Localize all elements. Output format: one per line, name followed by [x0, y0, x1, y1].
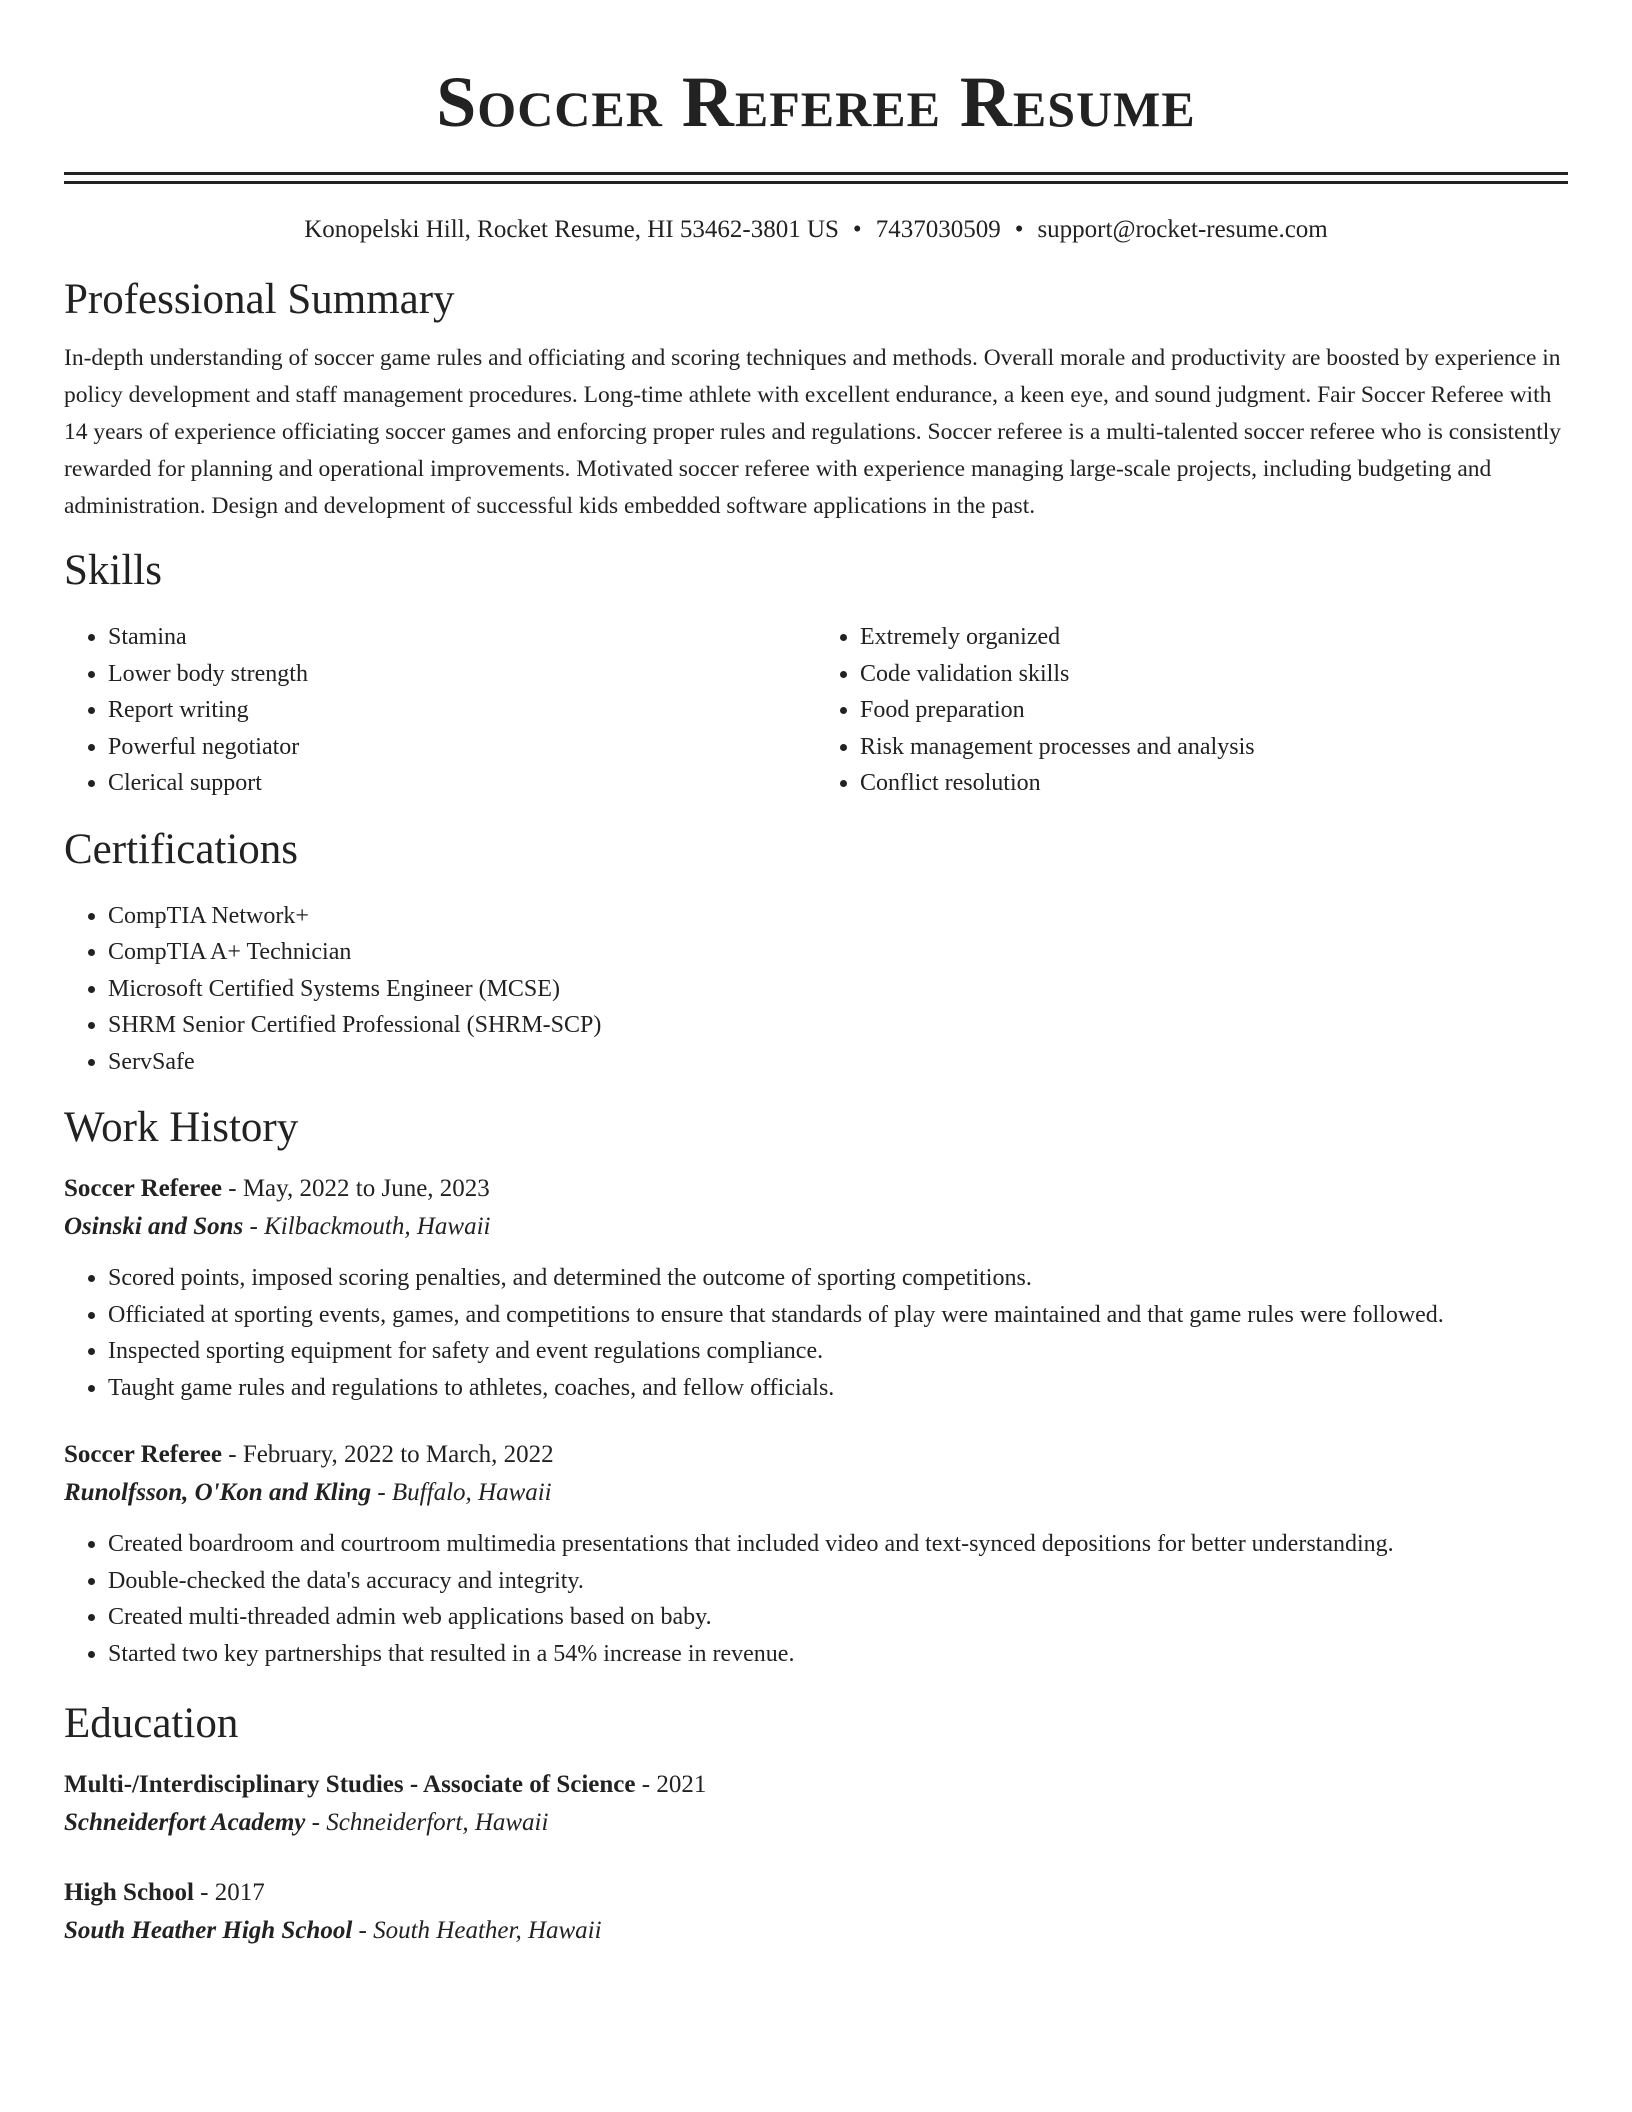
job-title-line: [64, 1436, 1568, 1474]
job-title: Soccer Referee: [64, 1441, 222, 1468]
job-bullet: • Inspected sporting equipment for safety and event regulations compliance.: [108, 1333, 1568, 1370]
skill-item: • Lower body strength: [108, 656, 816, 693]
skill-item: • Risk management processes and analysis: [860, 729, 1568, 766]
job-company-line: [64, 1208, 1568, 1246]
contact-line: [64, 214, 1568, 246]
job-bullet: • Double-checked the data's accuracy and integrity.: [108, 1563, 1568, 1600]
contact-separator: •: [852, 216, 862, 243]
contact-email: support@rocket-resume.com: [1037, 216, 1328, 243]
job-location: - Kilbackmouth, Hawaii: [243, 1213, 491, 1240]
contact-address: Konopelski Hill, Rocket Resume, HI 53462-3801 US: [304, 216, 839, 243]
education-year: - 2017: [193, 1879, 265, 1906]
skill-item: • Food preparation: [860, 692, 1568, 729]
education-entry: [64, 1874, 1568, 1950]
skills-list-left: [64, 619, 816, 802]
job-title: Soccer Referee: [64, 1175, 222, 1202]
education-location: - Schneiderfort, Hawaii: [305, 1809, 549, 1836]
skill-item: • Stamina: [108, 619, 816, 656]
skills-list-right: [816, 619, 1568, 802]
education-degree: High School: [64, 1879, 194, 1906]
title-divider: [64, 172, 1568, 184]
education-school-line: [64, 1912, 1568, 1950]
skill-item: • Code validation skills: [860, 656, 1568, 693]
job-title-line: [64, 1170, 1568, 1208]
job-location: - Buffalo, Hawaii: [371, 1479, 552, 1506]
certifications-heading: Certifications: [64, 825, 299, 873]
job-company: Runolfsson, O'Kon and Kling: [64, 1479, 372, 1506]
job-bullet: • Started two key partnerships that resulted in a 54% increase in revenue.: [108, 1636, 1568, 1673]
job-bullet: • Officiated at sporting events, games, and competitions to ensure that standards of play were maintained and that game rules were followed.: [108, 1297, 1568, 1334]
education-school-line: [64, 1804, 1568, 1842]
education-school: Schneiderfort Academy: [64, 1809, 306, 1836]
certification-item: • ServSafe: [108, 1044, 1568, 1081]
education-heading: Education: [64, 1700, 239, 1747]
skill-item: • Powerful negotiator: [108, 729, 816, 766]
skill-item: • Extremely organized: [860, 619, 1568, 656]
certifications-list: [64, 898, 1568, 1081]
education-location: - South Heather, Hawaii: [352, 1917, 602, 1944]
job-bullet: • Scored points, imposed scoring penalties, and determined the outcome of sporting competitions.: [108, 1260, 1568, 1297]
skills-heading: Skills: [64, 547, 162, 594]
certification-item: • Microsoft Certified Systems Engineer (MCSE): [108, 971, 1568, 1008]
education-degree-line: [64, 1874, 1568, 1912]
skill-item: • Clerical support: [108, 765, 816, 802]
job-dates: - May, 2022 to June, 2023: [222, 1175, 490, 1202]
education-degree: Multi-/Interdisciplinary Studies - Associate of Science: [64, 1771, 636, 1798]
job-bullet: • Created multi-threaded admin web applications based on baby.: [108, 1599, 1568, 1636]
page-title: Soccer Referee Resume: [436, 62, 1196, 142]
education-school: South Heather High School: [64, 1917, 353, 1944]
job-dates: - February, 2022 to March, 2022: [222, 1441, 554, 1468]
contact-phone: 7437030509: [875, 216, 1001, 243]
job-bullet: • Taught game rules and regulations to athletes, coaches, and fellow officials.: [108, 1370, 1568, 1407]
job-bullet: • Created boardroom and courtroom multimedia presentations that included video and text-synced depositions for better understanding.: [108, 1526, 1568, 1563]
education-entry: [64, 1766, 1568, 1842]
certification-item: • SHRM Senior Certified Professional (SHRM-SCP): [108, 1007, 1568, 1044]
job-company-line: [64, 1474, 1568, 1512]
contact-separator: •: [1014, 216, 1024, 243]
summary-heading: Professional Summary: [64, 276, 455, 323]
certification-item: • CompTIA A+ Technician: [108, 934, 1568, 971]
summary-text: In-depth understanding of soccer game rules and officiating and scoring techniques and methods. Overall morale and productivity are boosted by experience in policy development and staff management procedures. Long-time athlete with excellent endurance, a keen eye, and sound judgment. Fair Soccer Referee with 14 years of experience officiating soccer games and enforcing proper rules and regulations. Soccer referee is a multi-talented soccer referee who is consistently rewarded for planning and operational improvements. Motivated soccer referee with experience managing large-scale projects, including budgeting and administration. Design and development of successful kids embedded software applications in the past.: [64, 345, 1562, 519]
job-entry: [64, 1436, 1568, 1672]
education-degree-line: [64, 1766, 1568, 1804]
job-entry: [64, 1170, 1568, 1406]
skill-item: • Conflict resolution: [860, 765, 1568, 802]
job-bullets: [64, 1260, 1568, 1406]
skill-item: • Report writing: [108, 692, 816, 729]
skills-columns: [64, 619, 1568, 802]
certification-item: • CompTIA Network+: [108, 898, 1568, 935]
work-history-heading: Work History: [64, 1104, 299, 1151]
education-year: - 2021: [635, 1771, 707, 1798]
job-company: Osinski and Sons: [64, 1213, 244, 1240]
job-bullets: [64, 1526, 1568, 1672]
